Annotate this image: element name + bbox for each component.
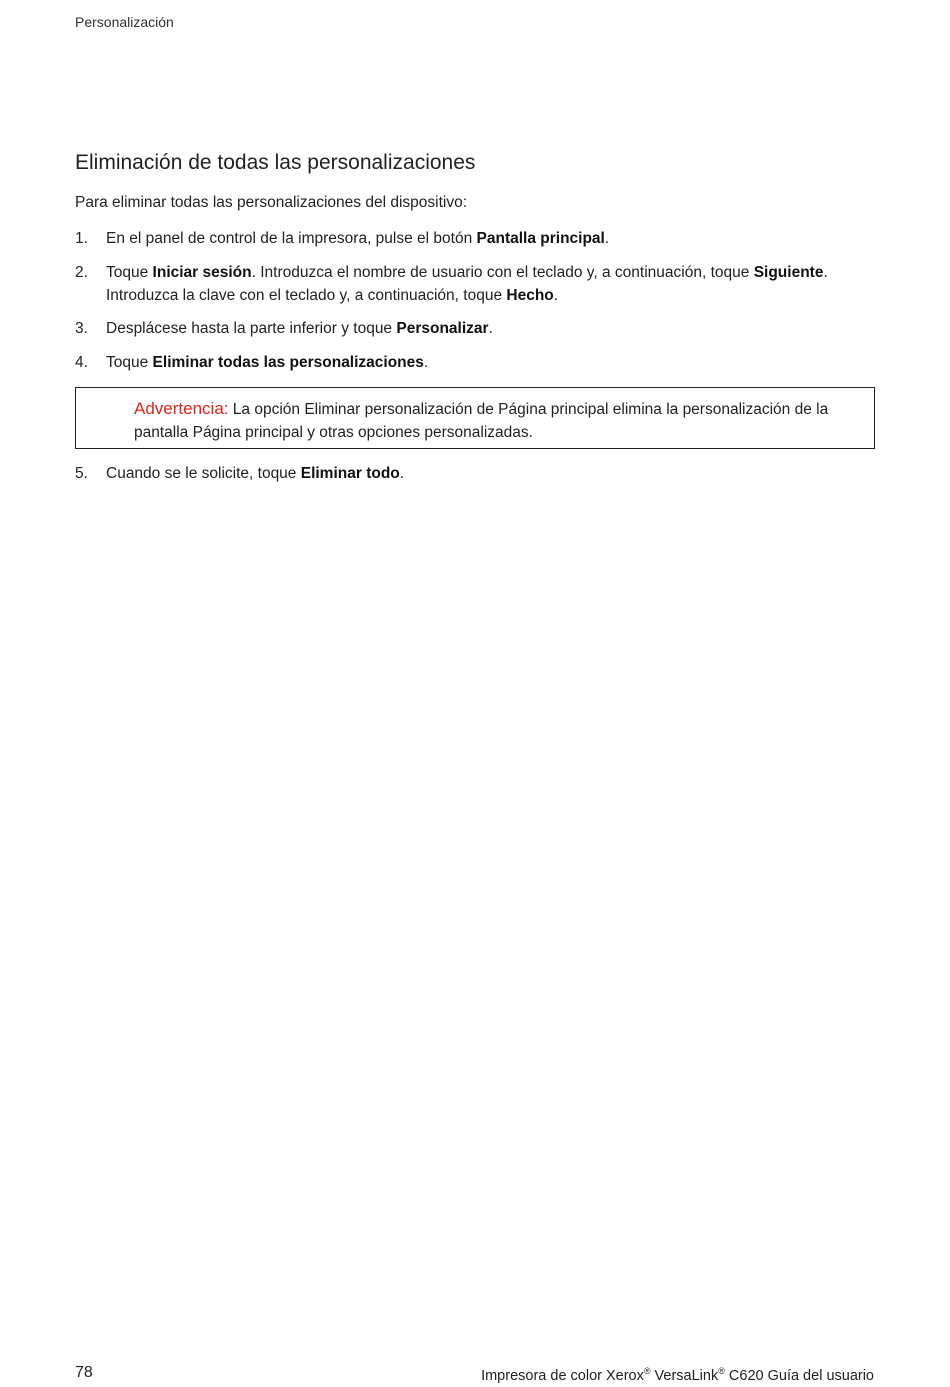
- step-number: 2.: [75, 264, 88, 281]
- running-header: Personalización: [75, 14, 174, 30]
- step-number: 1.: [75, 230, 88, 247]
- step-number: 5.: [75, 465, 88, 482]
- footer-document-title: Impresora de color Xerox® VersaLink® C620 Guía del usuario: [481, 1366, 874, 1384]
- warning-text: Advertencia: La opción Eliminar personalización de Página principal elimina la personalización de la pantalla Página principal y otras opciones personalizadas.: [134, 399, 829, 441]
- step-text: Desplácese hasta la parte inferior y toque Personalizar.: [106, 320, 493, 337]
- warning-label: Advertencia:: [134, 399, 229, 418]
- ui-term: Hecho: [506, 287, 554, 304]
- step-text: Toque Iniciar sesión. Introduzca el nombre de usuario con el teclado y, a continuación, toque Siguiente. Introduzca la clave con el teclado y, a continuación, toque Hecho.: [106, 264, 828, 304]
- ui-term: Eliminar todo: [300, 465, 400, 482]
- step-5: [75, 462, 875, 485]
- step-text: Cuando se le solicite, toque Eliminar todo.: [106, 465, 405, 482]
- step-2: [75, 261, 875, 307]
- ui-term: Iniciar sesión: [152, 264, 252, 281]
- ui-term: Siguiente: [753, 264, 824, 281]
- warning-box: [75, 387, 875, 449]
- step-4: [75, 351, 875, 374]
- step-number: 4.: [75, 354, 88, 371]
- step-number: 3.: [75, 320, 88, 337]
- section-title: Eliminación de todas las personalizaciones: [75, 151, 476, 174]
- ui-term: Personalizar: [396, 320, 489, 337]
- page-number: 78: [75, 1364, 93, 1381]
- step-1: [75, 227, 875, 250]
- intro-paragraph: Para eliminar todas las personalizaciones del dispositivo:: [75, 194, 468, 211]
- step-text: En el panel de control de la impresora, pulse el botón Pantalla principal.: [106, 230, 610, 247]
- step-3: [75, 317, 875, 340]
- ui-term: Eliminar todas las personalizaciones: [152, 354, 424, 371]
- ui-term: Pantalla principal: [476, 230, 605, 247]
- step-text: Toque Eliminar todas las personalizaciones.: [106, 354, 429, 371]
